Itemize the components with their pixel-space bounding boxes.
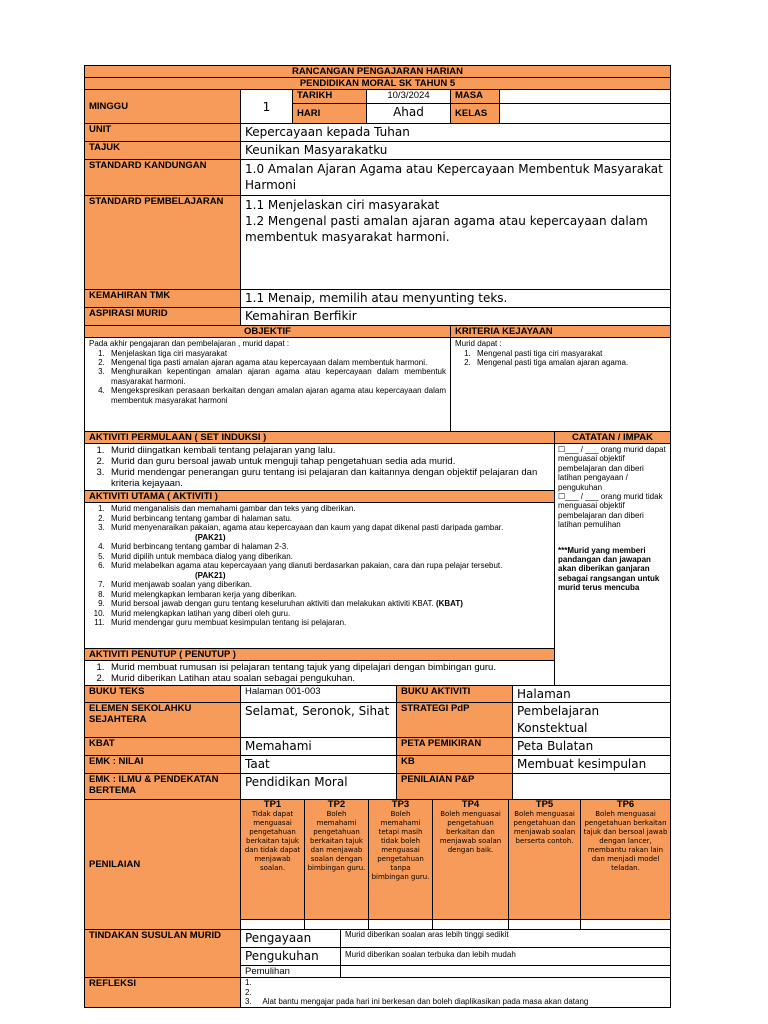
tp-checkbox[interactable] xyxy=(241,920,305,930)
emk-nilai-label: EMK : NILAI xyxy=(85,756,241,774)
aktiviti-penutup-heading: AKTIVITI PENUTUP ( PENUTUP ) xyxy=(85,649,555,661)
aktiviti-utama-item: 5. Murid dipilih untuk membaca dialog yang diberikan. xyxy=(107,552,550,562)
tp-checkbox[interactable] xyxy=(581,920,671,930)
catatan-note-ganjaran: ***Murid yang memberi pandangan dan jawapan akan diberikan ganjaran sebagai rangsangan untuk murid terus mencuba xyxy=(558,545,660,593)
objektif-intro: Pada akhir pengajaran dan pembelajaran , murid dapat : xyxy=(89,339,290,348)
standard-kandungan-label: STANDARD KANDUNGAN xyxy=(85,160,241,196)
tindakan-type: Pengukuhan xyxy=(241,948,341,966)
tindakan-desc: Murid diberikan soalan terbuka dan lebih mudah xyxy=(341,948,671,966)
tp-checkbox[interactable] xyxy=(433,920,509,930)
elemen-label: ELEMEN SEKOLAHKU SEJAHTERA xyxy=(85,703,241,738)
tp-checkbox[interactable] xyxy=(305,920,369,930)
refleksi-line: 2. xyxy=(245,987,252,997)
kriteria-intro: Murid dapat : xyxy=(455,339,502,348)
aktiviti-utama-item: 1. Murid menganalisis dan memahami gambar dan teks yang diberikan. xyxy=(107,504,550,514)
aktiviti-penutup-item: 2. Murid diberikan Latihan atau soalan sebagai pengukuhan. xyxy=(107,673,550,684)
resources-table xyxy=(84,685,671,800)
catatan-heading: CATATAN / IMPAK xyxy=(555,432,671,444)
kb-label: KB xyxy=(397,756,513,774)
aspirasi-value: Kemahiran Berfikir xyxy=(241,308,671,326)
peta-value: Peta Bulatan xyxy=(513,738,671,756)
pak21-tag: (PAK21) xyxy=(195,570,226,580)
standard-pembelajaran-line-1: 1.1 Menjelaskan ciri masyarakat xyxy=(245,198,440,212)
tp-level: TP2 Boleh memahami pengetahuan berkaitan tajuk dan menjawab soalan dengan bimbingan guru. xyxy=(305,800,369,920)
minggu-value: 1 xyxy=(241,90,293,124)
aktiviti-utama-item: 2. Murid berbincang tentang gambar di halaman satu. xyxy=(107,514,550,524)
buku-teks-label: BUKU TEKS xyxy=(85,686,241,703)
penilaian-label: PENILAIAN xyxy=(85,800,241,930)
tp-checkbox[interactable] xyxy=(509,920,581,930)
catatan-note-pemulihan: ☐___ / ___ orang murid tidak menguasai objektif pembelajaran dan diberi latihan pemulihan xyxy=(558,492,663,530)
aktiviti-penutup-item: 1. Murid membuat rumusan isi pelajaran tentang tajuk yang dipelajari dengan bimbingan guru. xyxy=(107,662,550,673)
tindakan-type: Pengayaan xyxy=(241,930,341,948)
unit-label: UNIT xyxy=(85,124,241,142)
peta-label: PETA PEMIKIRAN xyxy=(397,738,513,756)
aspirasi-label: ASPIRASI MURID xyxy=(85,308,241,326)
strategi-value: Pembelajaran Konstektual xyxy=(513,703,671,738)
kriteria-item: 1. Mengenal pasti tiga ciri masyarakat xyxy=(473,349,666,358)
elemen-value: Selamat, Seronok, Sihat xyxy=(241,703,397,738)
tp-level: TP3 Boleh memahami tetapi masih tidak boleh menguasai pengetahuan tanpa bimbingan guru. xyxy=(369,800,433,920)
tp-level: TP5 Boleh menguasai pengetahuan dan menjawab soalan berserta contoh. xyxy=(509,800,581,920)
tajuk-value: Keunikan Masyarakatku xyxy=(241,142,671,160)
objektif-item: 2. Mengenal tiga pasti amalan ajaran agama atau kepercayaan dalam membentuk harmoni. xyxy=(107,358,446,367)
tp-level: TP1 Tidak dapat menguasai pengetahuan berkaitan tajuk dan tidak dapat menjawab soalan. xyxy=(241,800,305,920)
aktiviti-utama-item: 6. Murid melabelkan agama atau kepercayaan yang dianuti berdasarkan pakaian, cara dan rupa pelajar tersebut. (PAK21) xyxy=(107,561,550,580)
tarikh-label: TARIKH xyxy=(293,90,367,104)
kemahiran-tmk-label: KEMAHIRAN TMK xyxy=(85,290,241,308)
tp-checkbox[interactable] xyxy=(369,920,433,930)
standard-kandungan-value: 1.0 Amalan Ajaran Agama atau Kepercayaan Membentuk Masyarakat Harmoni xyxy=(241,160,671,196)
objektif-item: 3. Menghuraikan kepentingan amalan ajaran agama atau kepercayaan dalam membentuk masyarakat harmoni. xyxy=(107,367,446,386)
standard-pembelajaran-label: STANDARD PEMBELAJARAN xyxy=(85,196,241,290)
lesson-plan-table xyxy=(84,65,671,432)
kbat-tag: (KBAT) xyxy=(435,599,463,608)
buku-teks-value: Halaman 001-003 xyxy=(241,686,397,703)
emk-ilmu-label: EMK : ILMU & PENDEKATAN BERTEMA xyxy=(85,774,241,800)
pak21-tag: (PAK21) xyxy=(195,532,226,542)
aktiviti-utama-item: 10. Murid melengkapkan latihan yang diberi oleh guru. xyxy=(107,609,550,619)
refleksi-line: 1. xyxy=(245,978,252,987)
masa-value xyxy=(500,90,671,104)
hari-value: Ahad xyxy=(367,104,451,124)
kbat-label: KBAT xyxy=(85,738,241,756)
penilaian-pnp-value xyxy=(513,774,671,800)
aktiviti-permulaan-heading: AKTIVITI PERMULAAN ( SET INDUKSI ) xyxy=(85,432,555,444)
aktiviti-utama-item: 9. Murid bersoal jawab dengan guru tentang keseluruhan aktiviti dan melakukan aktiviti KBAT. (KBAT) xyxy=(107,599,550,609)
hari-label: HARI xyxy=(293,104,367,124)
minggu-label: MINGGU xyxy=(85,90,241,124)
emk-nilai-value: Taat xyxy=(241,756,397,774)
tajuk-label: TAJUK xyxy=(85,142,241,160)
activities-table xyxy=(84,431,671,686)
standard-pembelajaran-line-2: 1.2 Mengenal pasti amalan ajaran agama atau kepercayaan dalam membentuk masyarakat harmoni. xyxy=(245,214,648,244)
aktiviti-utama-item: 11. Murid mendengar guru membuat kesimpulan tentang isi pelajaran. xyxy=(107,618,550,628)
objektif-heading: OBJEKTIF xyxy=(85,326,451,338)
kelas-label: KELAS xyxy=(451,104,500,124)
refleksi-label: REFLEKSI xyxy=(85,978,241,1008)
catatan-note-pengayaan: ☐___ / ___ orang murid dapat menguasai objektif pembelajaran dan diberi latihan pengayaan / pengukuhan xyxy=(558,445,666,492)
unit-value: Kepercayaan kepada Tuhan xyxy=(241,124,671,142)
kb-value: Membuat kesimpulan xyxy=(513,756,671,774)
aktiviti-utama-item: 4. Murid berbincang tentang gambar di halaman 2-3. xyxy=(107,542,550,552)
tindakan-type: Pemulihan xyxy=(241,966,341,978)
aktiviti-utama-item: 3. Murid menyenaraikan pakaian, agama atau kepercayaan dan kaum yang dapat dikenal pasti daripada gambar. (PAK21) xyxy=(107,523,550,542)
kriteria-item: 2. Mengenal pasti tiga amalan ajaran agama. xyxy=(473,358,666,367)
tp-level: TP6 Boleh menguasai pengetahuan berkaitan tajuk dan bersoal jawab dengan lancer, membantu rakan lain dan menjadi model teladan. xyxy=(581,800,671,920)
buku-aktiviti-label: BUKU AKTIVITI xyxy=(397,686,513,703)
catatan-panel xyxy=(555,444,671,686)
penilaian-table xyxy=(84,799,671,930)
tp-level: TP4 Boleh menguasai pengetahuan berkaitan dan menjawab soalan dengan baik. xyxy=(433,800,509,920)
aktiviti-permulaan-item: 1. Murid diingatkan kembali tentang pelajaran yang lalu. xyxy=(107,445,550,456)
kelas-value xyxy=(500,104,671,124)
kbat-value: Memahami xyxy=(241,738,397,756)
objektif-item: 1. Menjelaskan tiga ciri masyarakat xyxy=(107,349,446,358)
aktiviti-utama-heading: AKTIVITI UTAMA ( AKTIVITI ) xyxy=(85,491,555,503)
strategi-label: STRATEGI PdP xyxy=(397,703,513,738)
aktiviti-utama-item: 7. Murid menjawab soalan yang diberikan. xyxy=(107,580,550,590)
penilaian-pnp-label: PENILAIAN P&P xyxy=(397,774,513,800)
tindakan-desc xyxy=(341,966,671,978)
masa-label: MASA xyxy=(451,90,500,104)
aktiviti-permulaan-item: 2. Murid dan guru bersoal jawab untuk menguji tahap pengetahuan sedia ada murid. xyxy=(107,456,550,467)
tindakan-table xyxy=(84,929,671,1008)
plan-title: RANCANGAN PENGAJARAN HARIAN xyxy=(85,66,671,78)
kriteria-heading: KRITERIA KEJAYAAN xyxy=(451,326,671,338)
refleksi-line: 3. Alat bantu mengajar pada hari ini berkesan dan boleh diaplikasikan pada masa akan datang xyxy=(245,997,589,1006)
plan-subtitle: PENDIDIKAN MORAL SK TAHUN 5 xyxy=(85,78,671,90)
objektif-item: 4. Mengekspresikan perasaan berkaitan dengan amalan ajaran agama atau kepercayaan dalam membentuk masyarakat harmoni xyxy=(107,386,446,405)
tarikh-value: 10/3/2024 xyxy=(367,90,451,104)
lesson-plan-sheet xyxy=(84,65,670,1008)
tindakan-label: TINDAKAN SUSULAN MURID xyxy=(85,930,241,978)
aktiviti-permulaan-item: 3. Murid mendengar penerangan guru tentang isi pelajaran dan kaitannya dengan objektif pelajaran dan kriteria kejayaan. xyxy=(107,467,550,489)
tindakan-desc: Murid diberikan soalan aras lebih tinggi sedikit xyxy=(341,930,671,948)
buku-aktiviti-value: Halaman xyxy=(513,686,671,703)
kemahiran-tmk-value: 1.1 Menaip, memilih atau menyunting teks. xyxy=(241,290,671,308)
aktiviti-utama-item: 8. Murid melengkapkan lembaran kerja yang diberikan. xyxy=(107,590,550,600)
emk-ilmu-value: Pendidikan Moral xyxy=(241,774,397,800)
